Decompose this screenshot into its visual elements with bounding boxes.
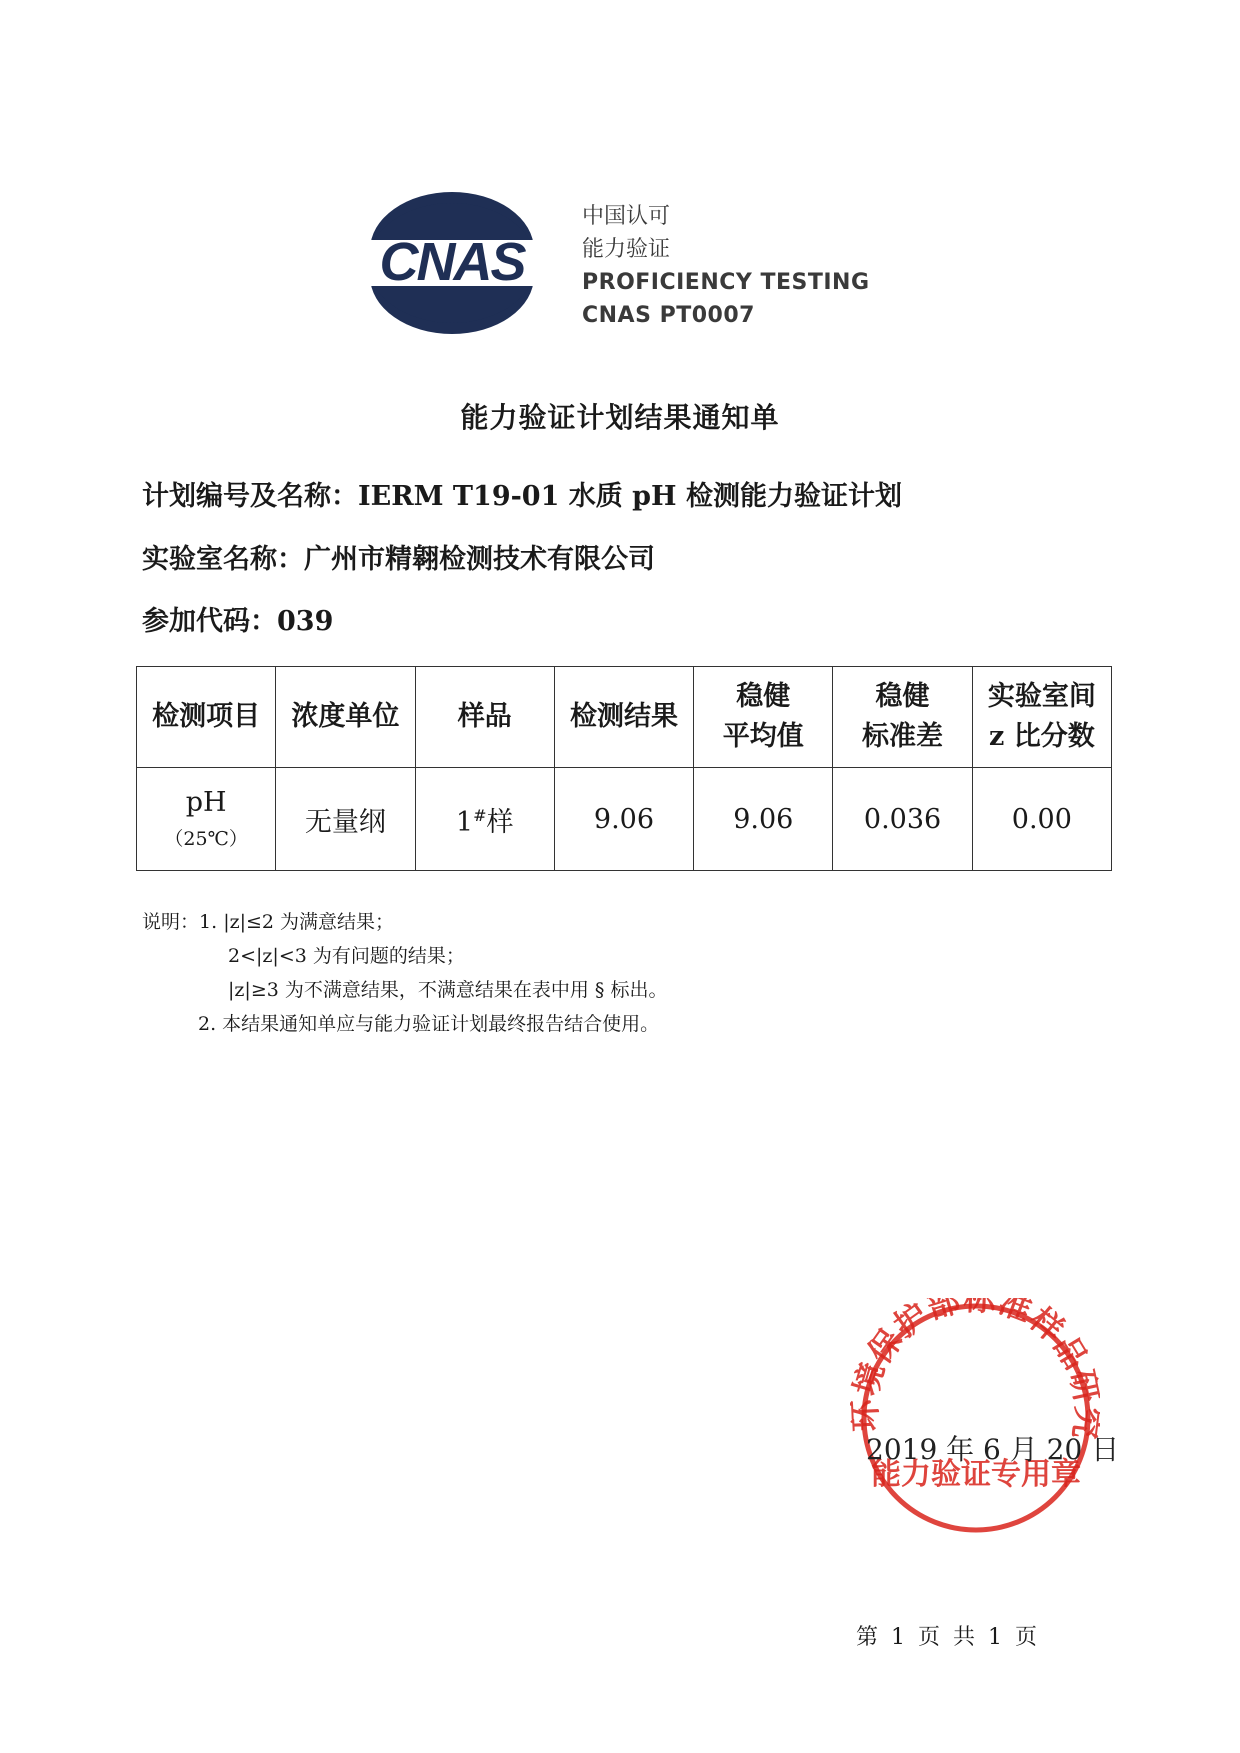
lab-row <box>142 537 655 576</box>
plan-value: IERM T19-01 水质 pH 检测能力验证计划 <box>358 481 902 512</box>
notes <box>142 905 667 1041</box>
plan-row <box>142 474 902 513</box>
document-title: 能力验证计划结果通知单 <box>460 401 780 434</box>
cell-result: 9.06 <box>554 768 693 871</box>
stamp-date: 2019 年 6 月 20 日 <box>866 1433 1120 1466</box>
cell-item-temp: （25℃） <box>164 828 248 850</box>
header-unit: 浓度单位 <box>276 667 415 768</box>
svg-text:环境保护部标准样品研究所 <box>850 1298 1100 1442</box>
cell-item: pH （25℃） <box>137 768 276 871</box>
logo-caption-line: PROFICIENCY TESTING <box>582 270 870 295</box>
result-table <box>136 666 1112 871</box>
stamp-center-text: 能力验证专用章 <box>871 1457 1081 1492</box>
stamp-ring-text: 境保护部标准样品 <box>850 1298 1096 1400</box>
note-line: 说明：1. |z|≤2 为满意结果； <box>142 911 395 933</box>
cnas-logo <box>352 188 552 338</box>
header-z-score: 实验室间 z 比分数 <box>972 667 1111 768</box>
note-line: |z|≥3 为不满意结果，不满意结果在表中用 § 标出。 <box>228 979 668 1001</box>
cell-z-score: 0.00 <box>972 768 1111 871</box>
table-row <box>137 768 1112 871</box>
page-number: 第 1 页 共 1 页 <box>856 1625 1040 1650</box>
logo-caption-line: 能力验证 <box>582 237 671 262</box>
cell-robust-mean: 9.06 <box>694 768 833 871</box>
code-row <box>142 599 333 638</box>
plan-label: 计划编号及名称： <box>142 481 358 512</box>
lab-value: 广州市精翱检测技术有限公司 <box>304 544 655 575</box>
note-line: 2<|z|<3 为有问题的结果； <box>228 945 465 967</box>
code-value: 039 <box>277 606 334 637</box>
header-robust-mean: 稳健 平均值 <box>694 667 833 768</box>
table-header-row <box>137 667 1112 768</box>
logo-wordmark: CNAS <box>379 232 525 292</box>
header-robust-sd: 稳健 标准差 <box>833 667 972 768</box>
header-result: 检测结果 <box>554 667 693 768</box>
note-line: 2. 本结果通知单应与能力验证计划最终报告结合使用。 <box>198 1013 660 1035</box>
logo-caption <box>582 200 902 332</box>
logo-caption-line: CNAS PT0007 <box>582 303 755 328</box>
cell-sample: 1#样 <box>415 768 554 871</box>
cell-robust-sd: 0.036 <box>833 768 972 871</box>
header-item: 检测项目 <box>137 667 276 768</box>
logo-caption-line: 中国认可 <box>582 204 671 229</box>
seal-stamp <box>850 1298 1100 1538</box>
code-label: 参加代码： <box>142 606 277 637</box>
lab-label: 实验室名称： <box>142 544 304 575</box>
cell-unit: 无量纲 <box>276 768 415 871</box>
header-sample: 样品 <box>415 667 554 768</box>
